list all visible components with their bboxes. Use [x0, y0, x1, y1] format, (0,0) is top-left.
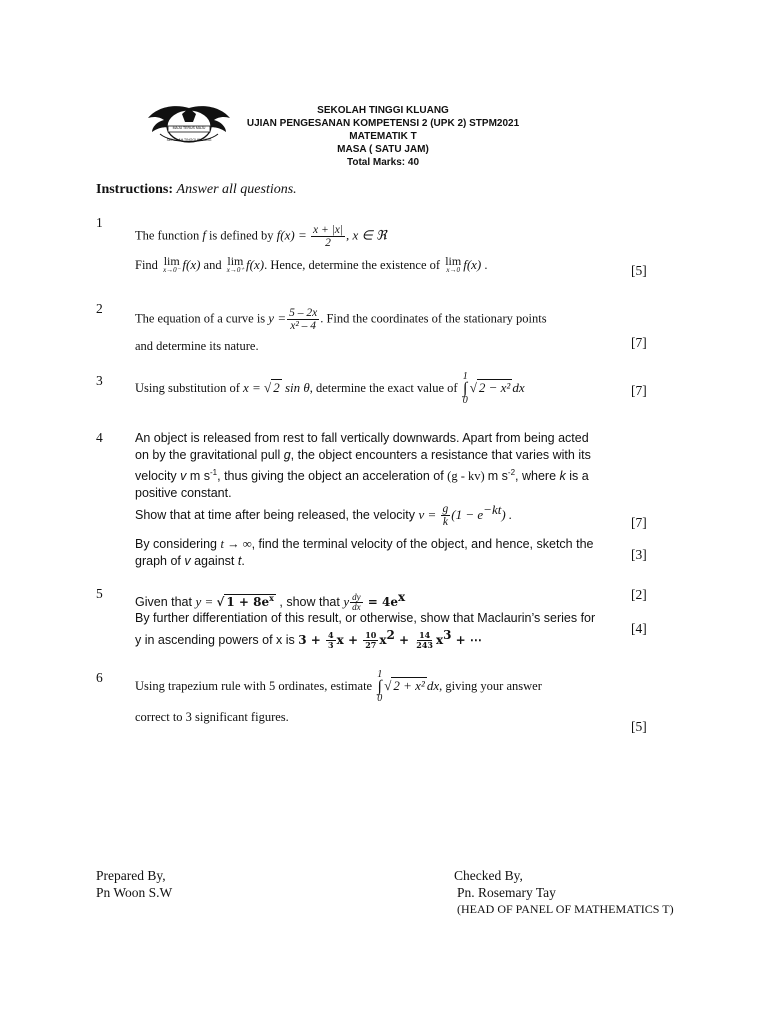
limit: lim x→0 — [445, 254, 462, 275]
q5-given-line: Given that y = √ $1 + 8e^x$ , show that y $\frac{dy}{dx}$ = $4e^x$ — [135, 590, 406, 613]
checked-by-name: Pn. Rosemary Tay — [457, 885, 556, 900]
question-number: 3 — [96, 373, 103, 388]
q1-line1: The function f is defined by f(x) = $\frac{x + |x|}{2}$ , x ∈ ℜ — [135, 224, 387, 249]
limit-right: lim x→0⁺ — [226, 254, 245, 275]
question-number: 1 — [96, 215, 103, 230]
instructions — [96, 182, 297, 198]
integral-sign: 1 ∫ 0 — [377, 669, 383, 704]
q4b-marks: [3] — [631, 547, 647, 562]
exam-title: UJIAN PENGESANAN KOMPETENSI 2 (UPK 2) STPM2021 — [246, 118, 520, 129]
checked-by-label: Checked By, — [454, 868, 523, 883]
exam-duration: MASA ( SATU JAM) — [337, 144, 429, 155]
limit-left: lim x→0⁻ — [163, 254, 181, 275]
total-marks: Total Marks: 40 — [346, 157, 420, 168]
question-number: 2 — [96, 301, 103, 316]
q2-marks: [7] — [631, 335, 647, 350]
q6-marks: [5] — [631, 719, 647, 734]
instructions-text: Answer all questions. — [176, 182, 297, 197]
q4-show-line: Show that at time after being released, the velocity v = $\frac{g}{k}$ $(1 - e^{-kt})$ . — [135, 502, 513, 529]
q2-line2: and determine its nature. — [135, 339, 259, 353]
logo-banner-text: SEKOLAH TINGGI KLUANG — [166, 138, 212, 142]
question-number: 6 — [96, 670, 103, 685]
integral-sign: 1 ∫ 0 — [462, 371, 468, 406]
q4a-marks: [7] — [631, 515, 647, 530]
logo-ribbon-text: MAJU TERUS MAJU — [172, 126, 206, 130]
q4-terminal-line: By considering t → ∞, find the terminal velocity of the object, and hence, sketch the graph of v against t. — [135, 537, 594, 568]
q5-line3: y in ascending powers of x is 3 + $\frac{4}{3}$ x + $\frac{10}{27}$ $x^2$ + $\frac{14}{243}$ $x^3$ + ⋯ — [135, 628, 482, 651]
q3-marks: [7] — [631, 383, 647, 398]
subject-title: MATEMATIK T — [349, 131, 417, 142]
prepared-by-name: Pn Woon S.W — [96, 885, 173, 900]
q3-line: Using substitution of x = √ 2 sin θ, determine the exact value of 1 ∫ 0 √ 2 − x² dx — [135, 371, 525, 406]
q2-line1: The equation of a curve is y = $\frac{5 - 2x}{\text{x² – 4}}$ . Find the coordinates of the stationary points — [135, 307, 547, 332]
prepared-by-label: Prepared By, — [96, 868, 166, 883]
question-number: 4 — [96, 430, 103, 445]
q5b-marks: [4] — [631, 621, 647, 636]
q2-fraction: $\frac{5 - 2x}{\text{x² – 4}}$ — [289, 307, 318, 332]
school-name: SEKOLAH TINGGI KLUANG — [317, 105, 449, 116]
dy-dx-fraction: $\frac{dy}{dx}$ — [352, 592, 361, 613]
q1-fraction: $\frac{x + |x|}{2}$ — [312, 224, 344, 249]
g-over-k-fraction: $\frac{g}{k}$ — [442, 503, 449, 529]
question-number: 5 — [96, 586, 103, 601]
q6-line1: Using trapezium rule with 5 ordinates, estimate 1 ∫ 0 √ 2 + x² dx, giving your answer — [135, 669, 542, 704]
q4-paragraph: An object is released from rest to fall vertically downwards. Apart from being acted on by the gravitational pull g, the object encounters a resistance that varies with its velocity v m $s^{-1}$, thus giving the object an acceleration of (g - kv) m $s^{-2}$, where k is a positive constant. — [135, 431, 591, 501]
instructions-label: Instructions: — [96, 182, 174, 197]
q6-line2: correct to 3 significant figures. — [135, 710, 289, 724]
q1-line2: Find lim x→0⁻ f(x) and lim x→0⁺ f(x). Hence, determine the existence of lim x→0 f(x) . — [135, 254, 488, 275]
q5a-marks: [2] — [631, 587, 647, 602]
q1-marks: [5] — [631, 263, 647, 278]
checked-by-title: (HEAD OF PANEL OF MATHEMATICS T) — [457, 902, 674, 916]
q5-line2: By further differentiation of this result, or otherwise, show that Maclaurin’s series for — [135, 611, 596, 625]
